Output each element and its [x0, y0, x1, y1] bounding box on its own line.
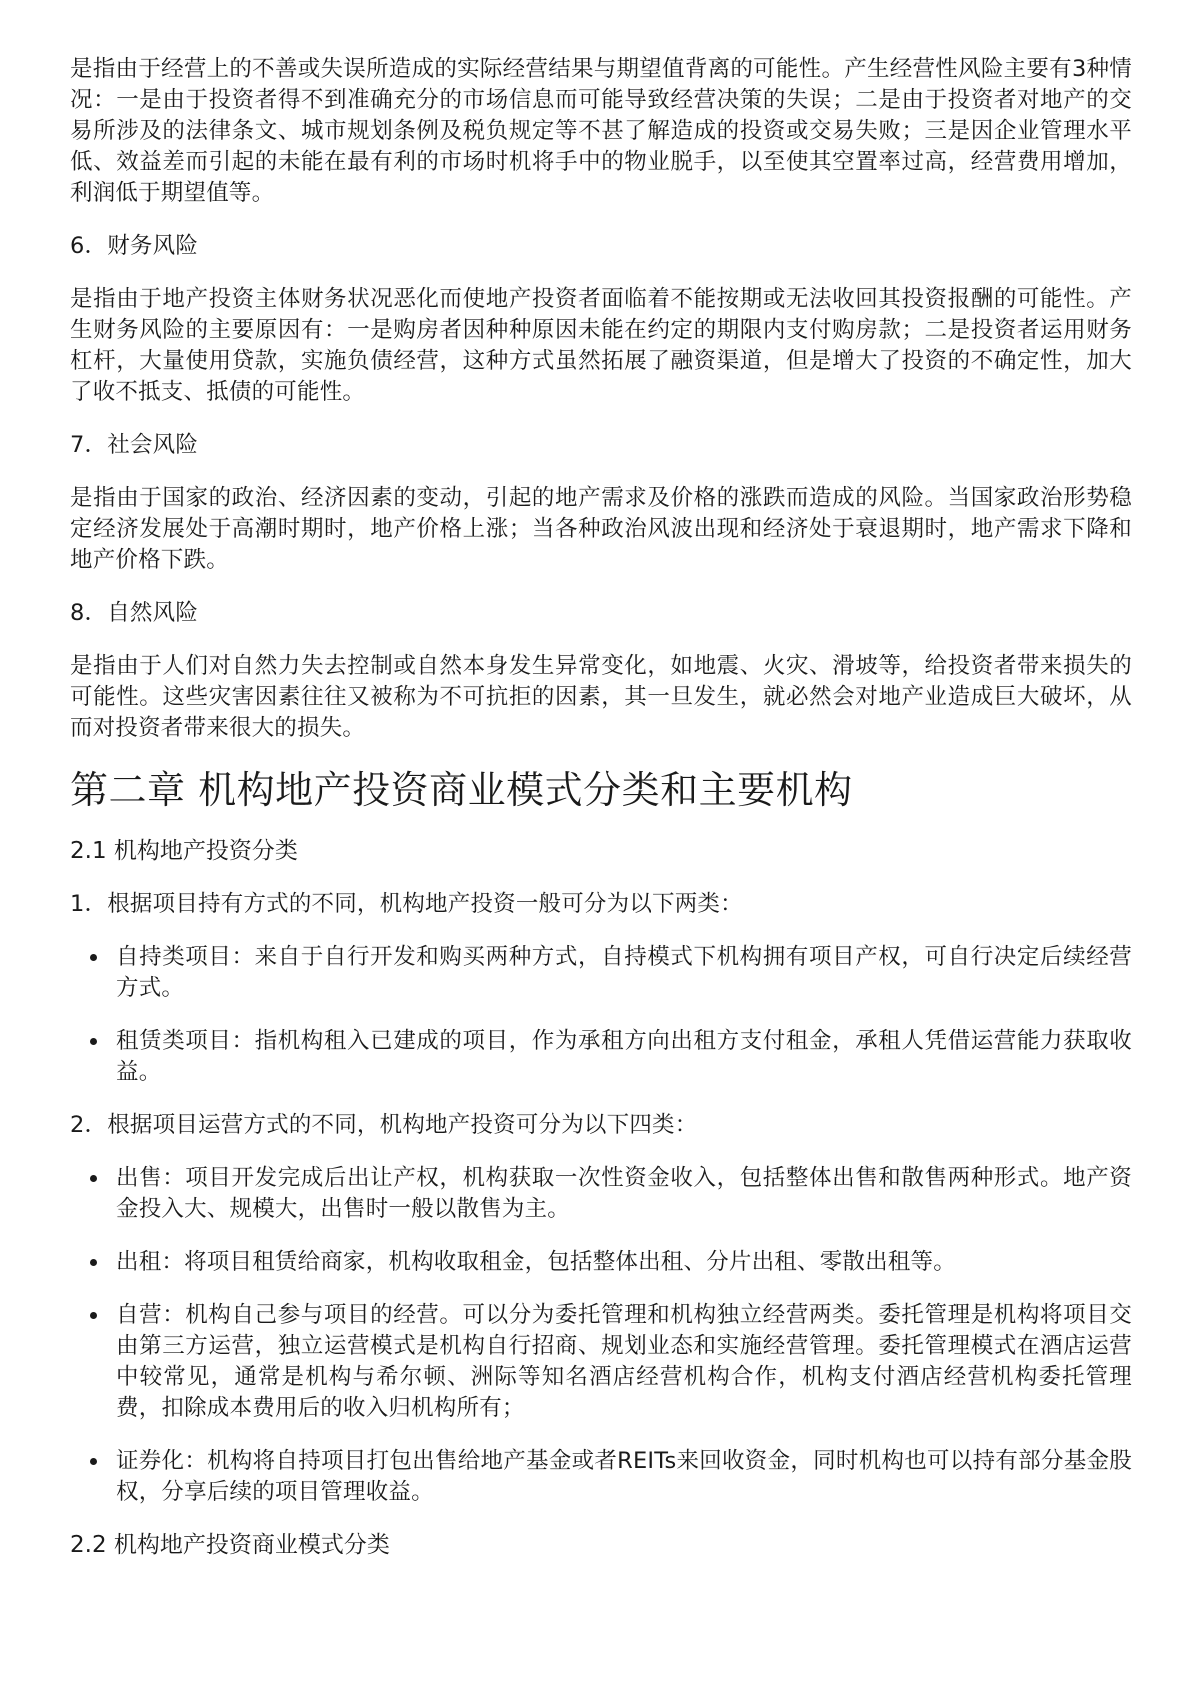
bullet-icon [90, 1458, 97, 1465]
list-item [116, 942, 1132, 1004]
operating-risk-paragraph: 是指由于经营上的不善或失误所造成的实际经营结果与期望值背离的可能性。产生经营性风险主要有3种情况：一是由于投资者得不到准确充分的市场信息而可能导致经营决策的失误；二是由于投资者对地产的交易所涉及的法律条文、城市规划条例及税负规定等不甚了解造成的投资或交易失败；三是因企业管理水平低、效益差而引起的未能在最有利的市场时机将手中的物业脱手，以至使其空置率过高，经营费用增加，利润低于期望值等。 [70, 56, 1132, 206]
social-risk-heading: 7．社会风险 [70, 432, 199, 458]
list-item-text: 证券化：机构将自持项目打包出售给地产基金或者REITs来回收资金，同时机构也可以持有部分基金股权，分享后续的项目管理收益。 [116, 1448, 1132, 1505]
operation-type-list [70, 1163, 1132, 1508]
document-page [70, 54, 1132, 1583]
operation-type-intro: 2．根据项目运营方式的不同，机构地产投资可分为以下四类： [70, 1112, 698, 1138]
bullet-icon [90, 1038, 97, 1045]
section-2-2-title: 2.2 机构地产投资商业模式分类 [70, 1532, 390, 1558]
social-risk-paragraph: 是指由于国家的政治、经济因素的变动，引起的地产需求及价格的涨跌而造成的风险。当国家政治形势稳定经济发展处于高潮时期时，地产价格上涨；当各种政治风波出现和经济处于衰退期时，地产需求下降和地产价格下跌。 [70, 485, 1132, 573]
natural-risk-heading: 8．自然风险 [70, 600, 199, 626]
list-item-text: 自营：机构自己参与项目的经营。可以分为委托管理和机构独立经营两类。委托管理是机构将项目交由第三方运营，独立运营模式是机构自行招商、规划业态和实施经营管理。委托管理模式在酒店运营中较常见，通常是机构与希尔顿、洲际等知名酒店经营机构合作，机构支付酒店经营机构委托管理费，扣除成本费用后的收入归机构所有； [116, 1302, 1132, 1421]
list-item-text: 出租：将项目租赁给商家，机构收取租金，包括整体出租、分片出租、零散出租等。 [116, 1249, 956, 1275]
list-item [116, 1026, 1132, 1088]
bullet-icon [90, 954, 97, 961]
chapter-title: 第二章 机构地产投资商业模式分类和主要机构 [70, 768, 853, 812]
list-item-text: 租赁类项目：指机构租入已建成的项目，作为承租方向出租方支付租金，承租人凭借运营能力获取收益。 [116, 1028, 1132, 1085]
list-item [116, 1300, 1132, 1424]
section-2-1-title: 2.1 机构地产投资分类 [70, 838, 298, 864]
finance-risk-paragraph: 是指由于地产投资主体财务状况恶化而使地产投资者面临着不能按期或无法收回其投资报酬的可能性。产生财务风险的主要原因有：一是购房者因种种原因未能在约定的期限内支付购房款；二是投资者运用财务杠杆，大量使用贷款，实施负债经营，这种方式虽然拓展了融资渠道，但是增大了投资的不确定性，加大了收不抵支、抵债的可能性。 [70, 286, 1132, 405]
list-item [116, 1247, 1132, 1278]
list-item [116, 1446, 1132, 1508]
list-item-text: 自持类项目：来自于自行开发和购买两种方式，自持模式下机构拥有项目产权，可自行决定后续经营方式。 [116, 944, 1132, 1001]
bullet-icon [90, 1175, 97, 1182]
natural-risk-paragraph: 是指由于人们对自然力失去控制或自然本身发生异常变化，如地震、火灾、滑坡等，给投资者带来损失的可能性。这些灾害因素往往又被称为不可抗拒的因素，其一旦发生，就必然会对地产业造成巨大破坏，从而对投资者带来很大的损失。 [70, 653, 1132, 741]
holding-type-intro: 1．根据项目持有方式的不同，机构地产投资一般可分为以下两类： [70, 891, 743, 917]
holding-type-list [70, 942, 1132, 1088]
bullet-icon [90, 1259, 97, 1266]
list-item [116, 1163, 1132, 1225]
list-item-text: 出售：项目开发完成后出让产权，机构获取一次性资金收入，包括整体出售和散售两种形式。地产资金投入大、规模大，出售时一般以散售为主。 [116, 1165, 1132, 1222]
bullet-icon [90, 1312, 97, 1319]
finance-risk-heading: 6．财务风险 [70, 233, 199, 259]
